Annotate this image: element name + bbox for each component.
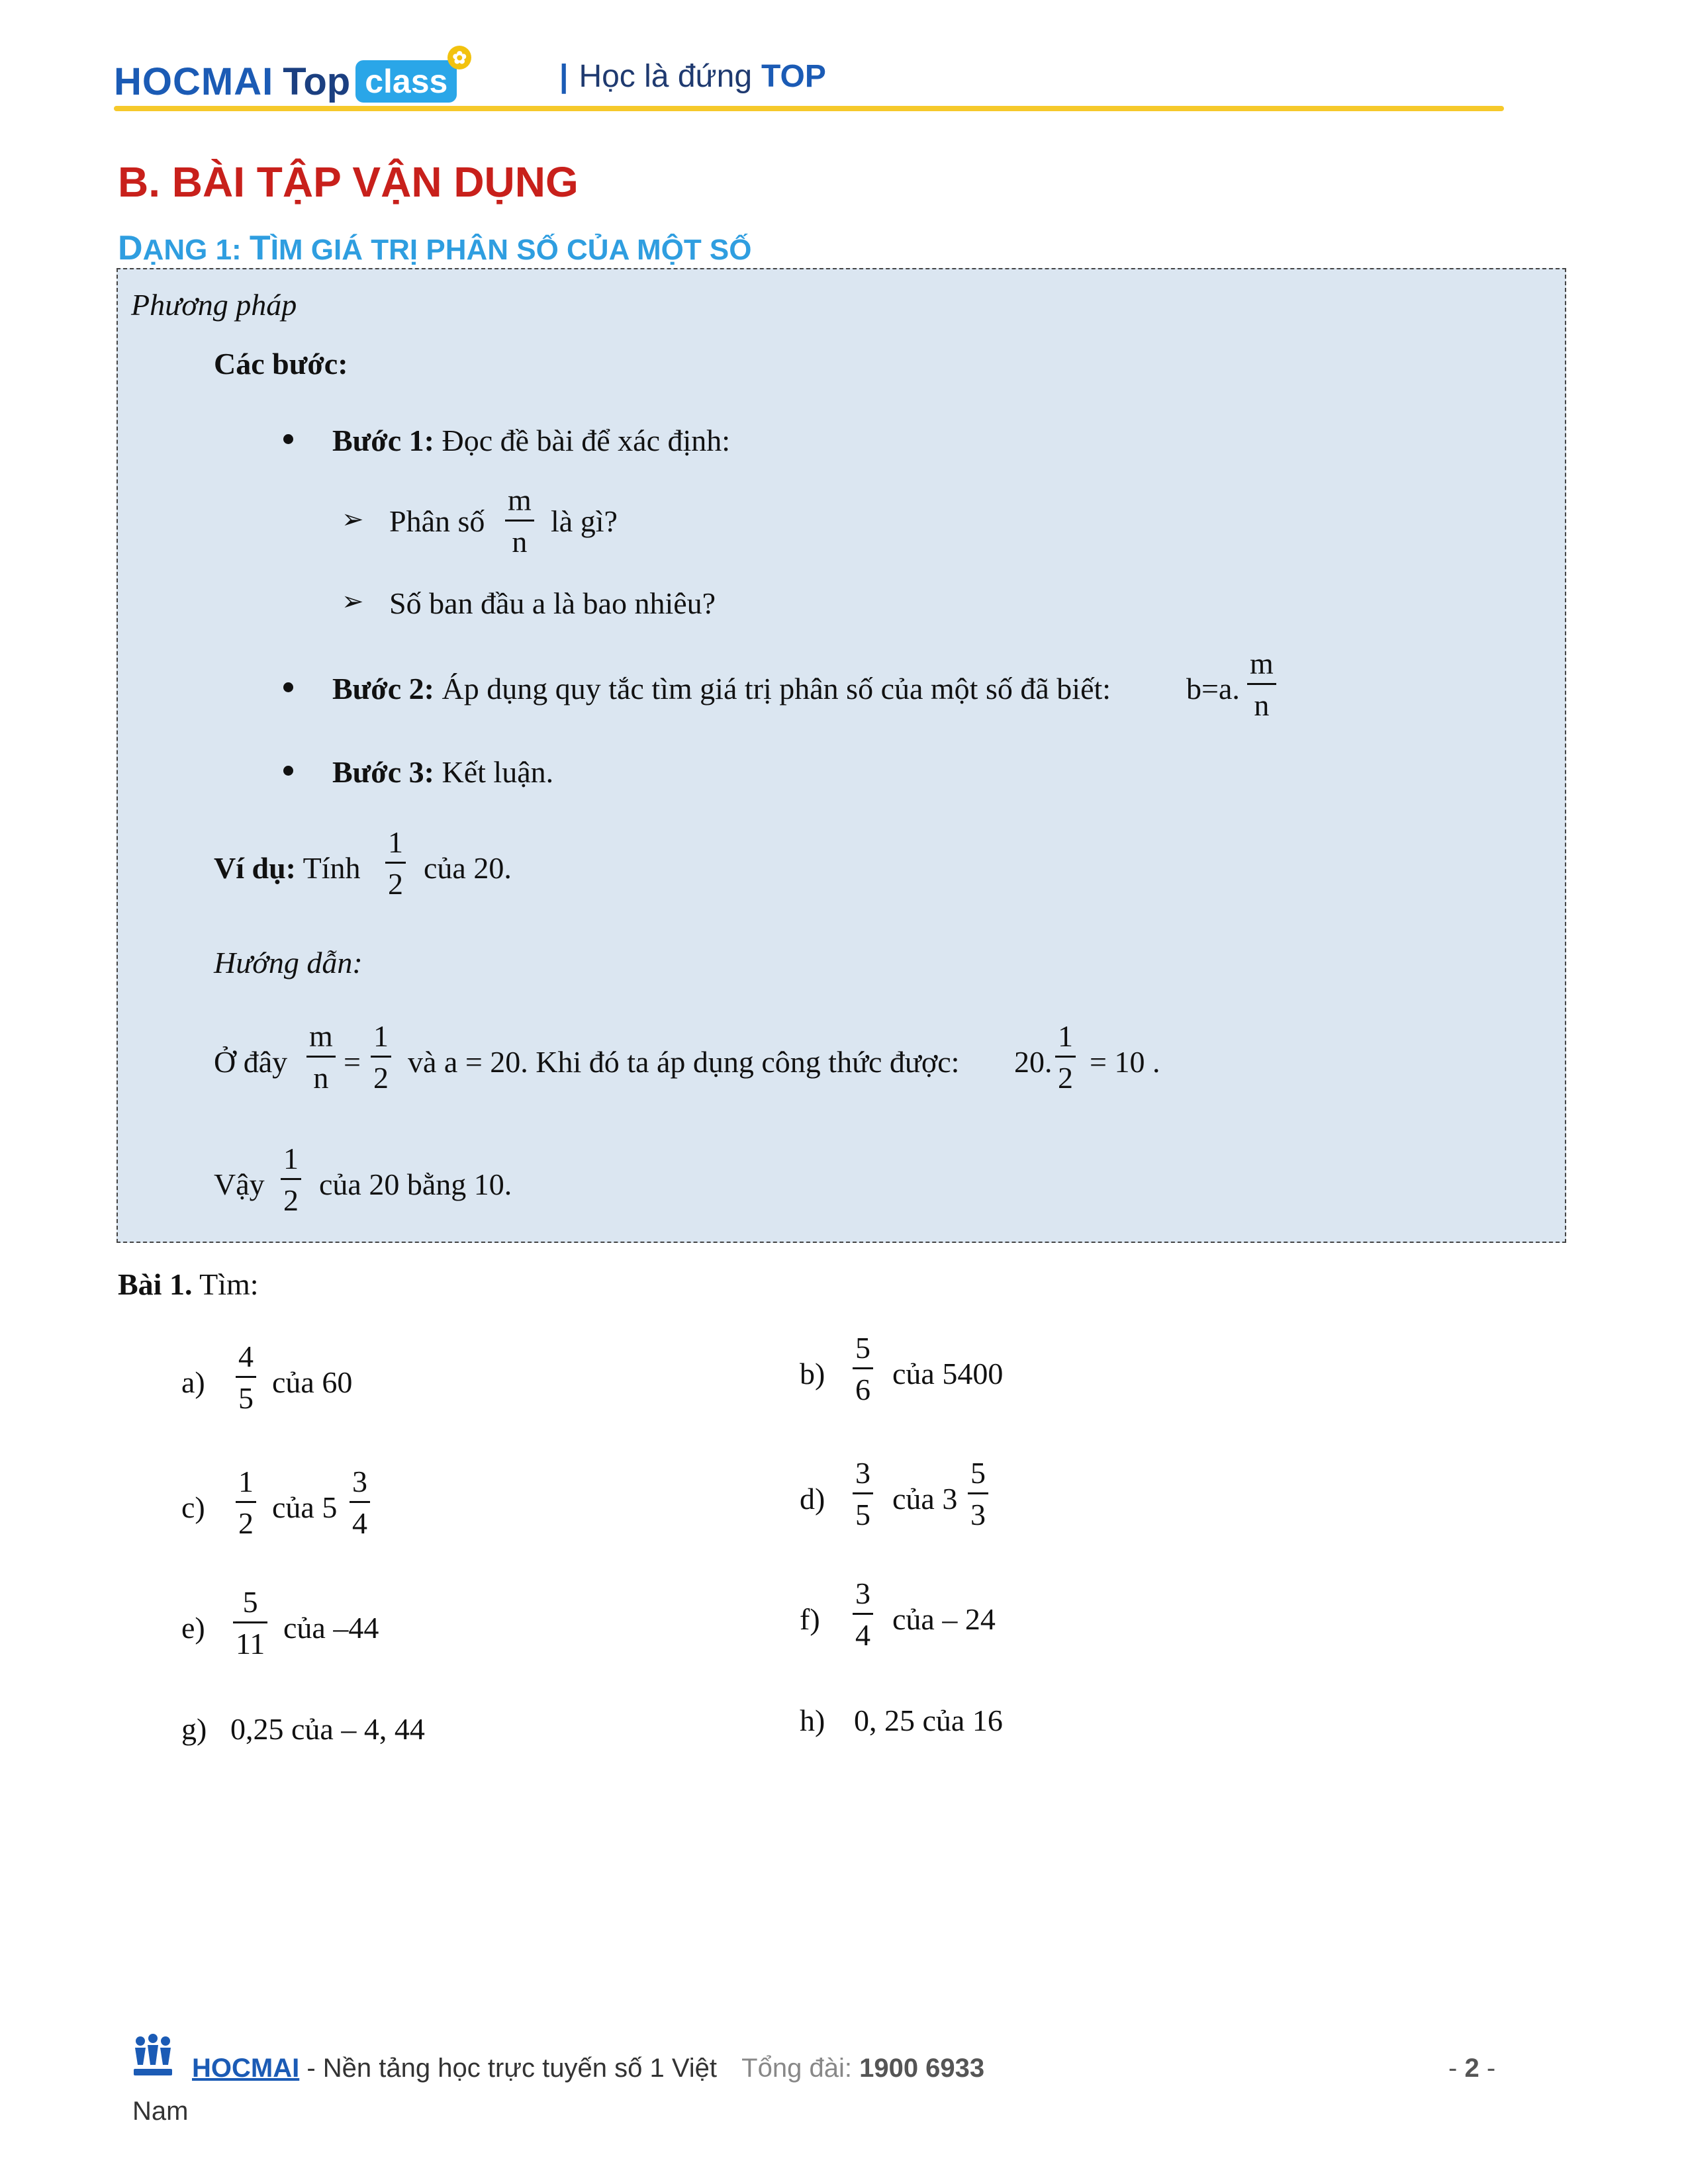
example	[214, 853, 361, 884]
footer-hotline: 1900 6933	[859, 2054, 985, 2083]
section-title: B. BÀI TẬP VẬN DỤNG	[118, 158, 579, 206]
footer-hotline-label: Tổng đài:	[741, 2054, 852, 2083]
item-g-label: g)	[181, 1712, 207, 1746]
fraction-numerator: 3	[855, 1576, 870, 1610]
fraction-numerator: 3	[352, 1465, 367, 1498]
step1-label: Bước 1:	[332, 424, 434, 457]
item-c-mixed-fraction	[350, 1467, 370, 1539]
sub1-text: Phân số	[389, 504, 485, 538]
logo-class-text: class	[365, 63, 448, 100]
item-d-fraction	[853, 1458, 873, 1530]
fraction-denominator: 4	[855, 1618, 870, 1652]
footer-line	[192, 2054, 984, 2083]
fraction-denominator: 2	[1058, 1061, 1073, 1095]
fraction-numerator: 5	[242, 1585, 258, 1619]
tagline-text: Học là đứng	[579, 59, 753, 94]
fraction-numerator: m	[309, 1019, 333, 1053]
star-icon: ✿	[447, 46, 471, 69]
fraction-numerator: 1	[373, 1019, 389, 1053]
tagline	[559, 58, 826, 95]
conclusion-post: của 20 bằng 10.	[319, 1167, 512, 1201]
bullet-icon	[283, 434, 293, 444]
fraction-numerator: 5	[970, 1456, 986, 1490]
exercise-label: Bài 1.	[118, 1267, 193, 1301]
guide-calc-post: = 10 .	[1090, 1045, 1160, 1079]
guide-equals: =	[344, 1045, 361, 1079]
guide-pre: Ở đây	[214, 1045, 288, 1079]
step1-text: Đọc đề bài để xác định:	[442, 424, 731, 457]
fraction-denominator: 5	[238, 1381, 254, 1415]
step2-text: Áp dụng quy tắc tìm giá trị phân số của một số đã biết:	[442, 672, 1111, 705]
item-b-fraction	[853, 1333, 873, 1405]
fraction-numerator: 1	[1058, 1019, 1073, 1053]
fraction-denominator: n	[1254, 688, 1270, 722]
dang-initial: D	[118, 229, 143, 267]
fraction-denominator: 11	[236, 1627, 265, 1661]
fraction-denominator: 2	[238, 1506, 254, 1540]
example-post: của 20.	[424, 851, 512, 885]
page-prefix: -	[1448, 2054, 1458, 2083]
step3-label: Bước 3:	[332, 755, 434, 789]
fraction-numerator: 1	[388, 825, 403, 859]
fraction-numerator: 1	[283, 1142, 299, 1175]
header-rule	[114, 106, 1504, 111]
fraction-denominator: 2	[388, 867, 403, 901]
fraction-denominator: 2	[283, 1183, 299, 1217]
method-heading: Phương pháp	[131, 288, 297, 322]
guide-fraction-half	[371, 1021, 391, 1093]
fraction-numerator: 1	[238, 1465, 254, 1498]
fraction-numerator: 5	[855, 1331, 870, 1365]
fraction-denominator: 2	[373, 1061, 389, 1095]
fraction-numerator: 3	[855, 1456, 870, 1490]
arrow-bullet-icon: ➢	[342, 504, 364, 535]
item-c-label: c)	[181, 1490, 205, 1524]
step2	[332, 674, 1111, 704]
exercise-heading	[118, 1269, 259, 1300]
item-b-rest: của 5400	[892, 1357, 1004, 1390]
item-d-mid: của 3	[892, 1482, 958, 1516]
conclusion-pre: Vậy	[214, 1167, 265, 1201]
hocmai-topclass-logo	[114, 48, 467, 111]
guide-mid: và a = 20. Khi đó ta áp dụng công thức được:	[408, 1045, 960, 1079]
item-d-label: d)	[800, 1482, 825, 1516]
step3	[332, 757, 553, 788]
item-a-rest: của 60	[272, 1365, 353, 1399]
fraction-denominator: 4	[352, 1506, 367, 1540]
item-f-label: f)	[800, 1602, 820, 1636]
dang-prefix: ẠNG 1:	[142, 234, 250, 266]
arrow-bullet-icon: ➢	[342, 586, 364, 617]
guide-calc-pre: 20.	[1014, 1045, 1053, 1079]
item-f-fraction	[853, 1578, 873, 1651]
step2-formula: b=a.	[1186, 672, 1240, 705]
example-fraction	[385, 827, 406, 899]
conclusion-fraction	[281, 1144, 301, 1216]
item-g-text: 0,25 của – 4, 44	[230, 1712, 425, 1746]
item-f-rest: của – 24	[892, 1602, 996, 1636]
fraction-numerator: 4	[238, 1340, 254, 1373]
item-e-label: e)	[181, 1611, 205, 1645]
item-a-fraction	[236, 1342, 256, 1414]
steps-label: Các bước:	[214, 347, 348, 381]
footer-nam: Nam	[132, 2097, 189, 2126]
fraction-numerator: m	[1250, 647, 1274, 680]
logo-hocmai-text: HOCMAI	[114, 60, 274, 103]
item-h-label: h)	[800, 1704, 825, 1737]
step2-fraction	[1247, 649, 1276, 721]
sub2-text: Số ban đầu a là bao nhiêu?	[389, 586, 716, 620]
step3-text: Kết luận.	[442, 755, 554, 789]
item-a-label: a)	[181, 1365, 205, 1399]
fraction-denominator: n	[313, 1061, 329, 1095]
item-d-mixed-fraction	[968, 1458, 988, 1530]
step2-label: Bước 2:	[332, 672, 434, 705]
example-pre: Tính	[303, 851, 361, 885]
sub1-after: là gì?	[551, 504, 618, 538]
bullet-icon	[283, 766, 293, 776]
guide-fraction-mn	[306, 1021, 336, 1093]
item-c-fraction	[236, 1467, 256, 1539]
fraction-denominator: 3	[970, 1498, 986, 1531]
step1	[332, 426, 730, 456]
hocmai-people-icon	[131, 2033, 175, 2079]
guide-calc-fraction	[1055, 1021, 1076, 1093]
page-number	[1448, 2054, 1495, 2083]
page-number-value: 2	[1464, 2054, 1479, 2083]
exercise-text: Tìm:	[199, 1267, 259, 1301]
sub1-fraction	[505, 485, 534, 557]
item-c-mid: của 5	[272, 1490, 338, 1524]
guide-label: Hướng dẫn:	[214, 946, 363, 979]
footer-brand-link[interactable]: HOCMAI	[192, 2054, 300, 2083]
fraction-denominator: 6	[855, 1373, 870, 1406]
item-e-fraction	[233, 1587, 267, 1659]
fraction-denominator: 5	[855, 1498, 870, 1531]
tagline-separator: |	[559, 59, 569, 94]
logo-top-text: Top	[283, 60, 351, 103]
item-h-text: 0, 25 của 16	[854, 1704, 1003, 1737]
example-label: Ví dụ:	[214, 851, 296, 885]
fraction-numerator: m	[508, 483, 532, 517]
footer-text: - Nền tảng học trực tuyến số 1 Việt	[299, 2054, 718, 2083]
logo-class-badge	[355, 48, 467, 103]
bullet-icon	[283, 682, 293, 692]
dang-title	[118, 228, 752, 268]
dang-t-initial: T	[249, 229, 271, 267]
dang-rest: ÌM GIÁ TRỊ PHÂN SỐ CỦA MỘT SỐ	[270, 234, 752, 266]
tagline-top: TOP	[761, 59, 826, 94]
item-e-rest: của –44	[283, 1611, 379, 1645]
fraction-denominator: n	[512, 525, 528, 559]
item-b-label: b)	[800, 1357, 825, 1390]
page-suffix: -	[1486, 2054, 1496, 2083]
